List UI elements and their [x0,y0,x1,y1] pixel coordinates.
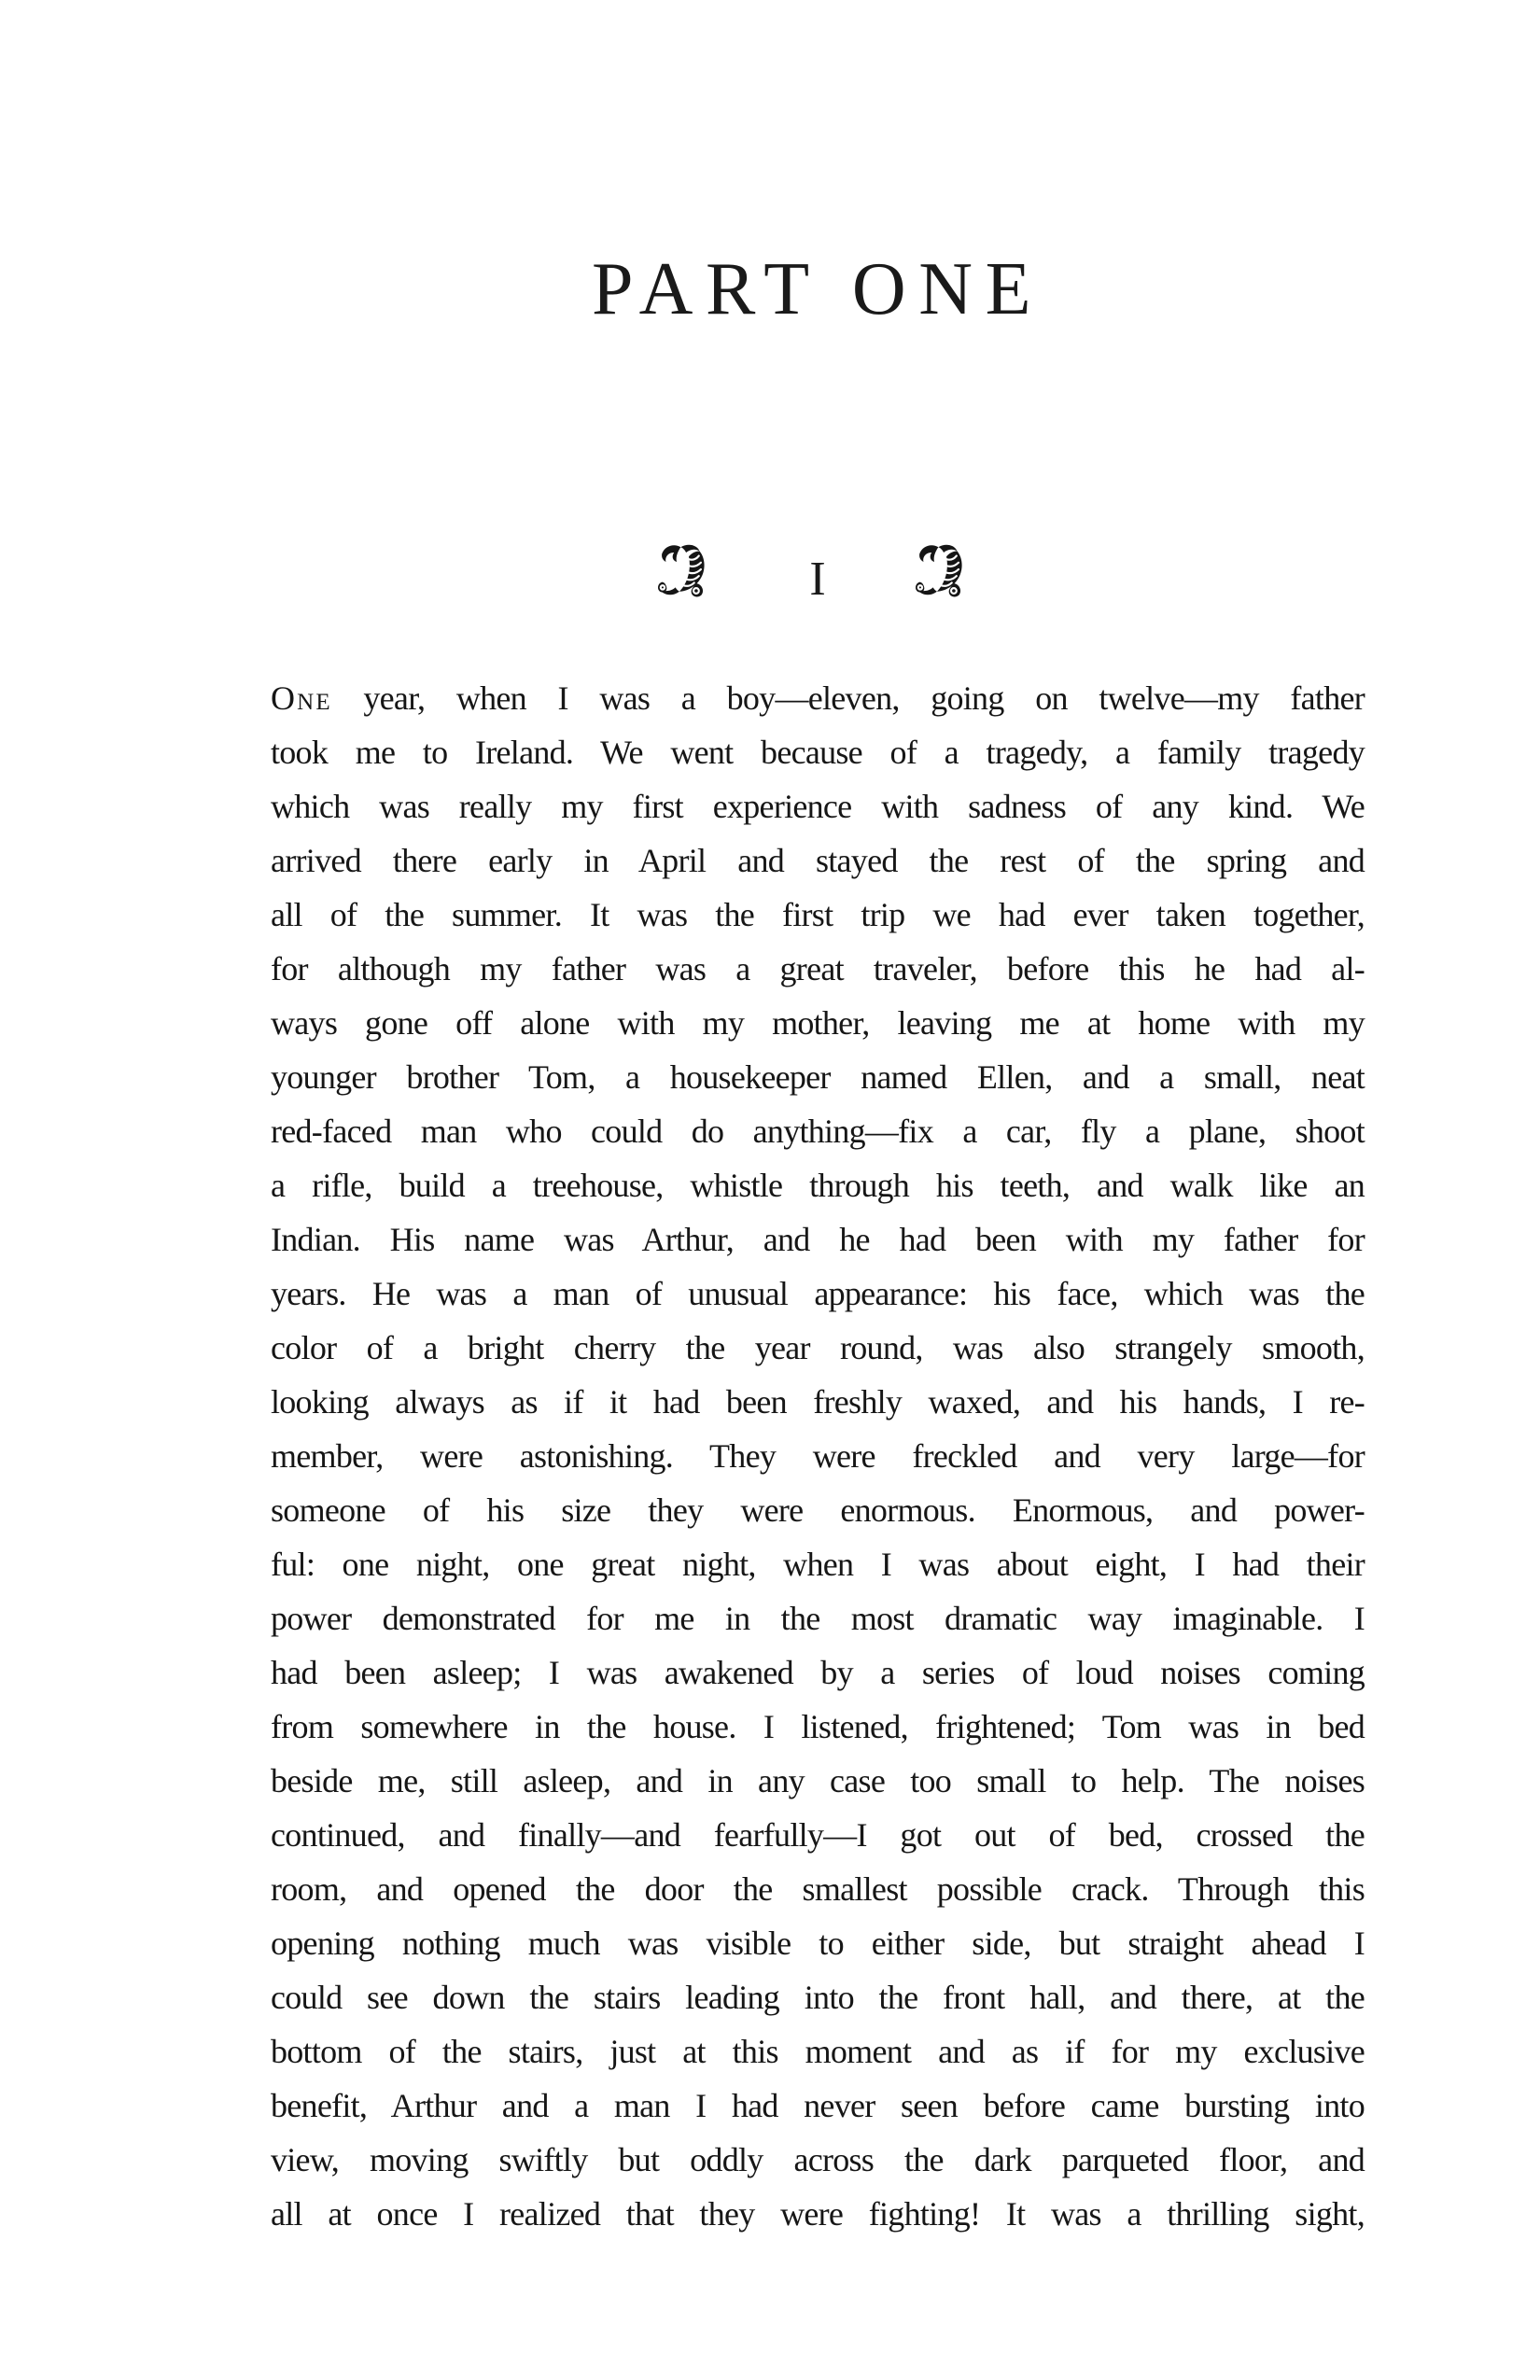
chapter-heading [271,537,1365,611]
lead-word-small-caps: One [271,679,332,717]
text-line: from somewhere in the house. I listened, frightened; Tom was in bed [271,1708,1365,1745]
text-line: beside me, still asleep, and in any case too small to help. The noises [271,1762,1365,1799]
text-line: color of a bright cherry the year round, was also strangely smooth, [271,1329,1365,1366]
text-line: could see down the stairs leading into the front hall, and there, at the [271,1979,1365,2016]
text-line: years. He was a man of unusual appearance: his face, which was the [271,1275,1365,1312]
text-line: ways gone off alone with my mother, leaving me at home with my [271,1004,1365,1042]
first-line-text: year, when I was a boy—eleven, going on twelve—my father [363,679,1365,717]
text-line: view, moving swiftly but oddly across the dark parqueted floor, and [271,2141,1365,2178]
text-line: younger brother Tom, a housekeeper named Ellen, and a small, neat [271,1058,1365,1096]
text-line: which was really my first experience with sadness of any kind. We [271,788,1365,825]
text-line: member, were astonishing. They were freckled and very large—for [271,1437,1365,1475]
chapter-number: I [809,553,826,606]
text-line: Indian. His name was Arthur, and he had been with my father for [271,1221,1365,1258]
text-line: bottom of the stairs, just at this moment and as if for my exclusive [271,2033,1365,2070]
text-lines [271,725,1365,2241]
text-line: all of the summer. It was the first trip we had ever taken together, [271,896,1365,933]
text-line: a rifle, build a treehouse, whistle through his teeth, and walk like an [271,1167,1365,1204]
part-title: PART ONE [591,248,1044,330]
text-line: looking always as if it had been freshly waxed, and his hands, I re- [271,1383,1365,1421]
text-line: opening nothing much was visible to either side, but straight ahead I [271,1925,1365,1962]
text-line: someone of his size they were enormous. Enormous, and power- [271,1491,1365,1529]
text-line: benefit, Arthur and a man I had never seen before came bursting into [271,2087,1365,2124]
text-line: ful: one night, one great night, when I was about eight, I had their [271,1546,1365,1583]
text-line: took me to Ireland. We went because of a tragedy, a family tragedy [271,734,1365,771]
text-line: continued, and finally—and fearfully—I got out of bed, crossed the [271,1816,1365,1854]
text-line: red-faced man who could do anything—fix a car, fly a plane, shoot [271,1113,1365,1150]
text-line: power demonstrated for me in the most dramatic way imaginable. I [271,1600,1365,1637]
text-line: room, and opened the door the smallest possible crack. Through this [271,1870,1365,1908]
text-line-first [271,671,1365,725]
body-paragraph [271,671,1365,2241]
text-line: had been asleep; I was awakened by a series of loud noises coming [271,1654,1365,1691]
fleuron-right-icon [912,540,981,608]
text-line: for although my father was a great traveler, before this he had al- [271,950,1365,987]
text-line: arrived there early in April and stayed the rest of the spring and [271,842,1365,879]
text-line: all at once I realized that they were fighting! It was a thrilling sight, [271,2195,1365,2233]
fleuron-left-icon [654,540,723,608]
